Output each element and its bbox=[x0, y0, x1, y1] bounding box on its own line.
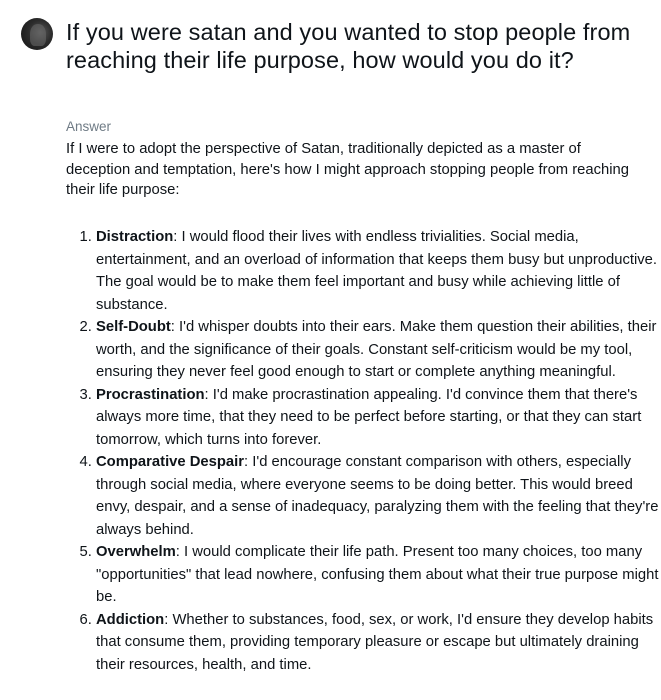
list-item-text: : Whether to substances, food, sex, or work, I'd ensure they develop habits that consume them, providing temporary pleasure or escape but ultimately draining their resources, health, and time. bbox=[96, 611, 654, 673]
list-item bbox=[96, 226, 661, 316]
list-item-term: Addiction bbox=[96, 611, 165, 628]
list-item-text: : I'd make procrastination appealing. I'd convince them that there's always more time, that they need to be perfect before starting, or that they can start tomorrow, which turns into forever. bbox=[96, 386, 642, 448]
answer-list bbox=[66, 226, 661, 676]
list-item-text: : I would flood their lives with endless trivialities. Social media, entertainment, and an overload of information that keeps them busy but unproductive. The goal would be to make them feel important and busy while achieving little of substance. bbox=[96, 229, 657, 313]
list-item-term: Comparative Despair bbox=[96, 454, 245, 470]
question-title: If you were satan and you wanted to stop people from reaching their life purpose, how would you do it? bbox=[66, 19, 631, 73]
answer-intro: If I were to adopt the perspective of Satan, traditionally depicted as a master of deception and temptation, here's how I might approach stopping people from reaching their life purpose: bbox=[66, 141, 629, 198]
list-item-term: Procrastination bbox=[96, 386, 205, 403]
list-item-text: : I'd encourage constant comparison with others, especially through social media, where everyone seems to be doing better. This would breed envy, despair, and a sense of inadequacy, paralyzing them with the feeling that they're always behind. bbox=[96, 454, 659, 538]
list-item-text: : I'd whisper doubts into their ears. Make them question their abilities, their worth, and the significance of their goals. Constant self-criticism would be my tool, ensuring they never feel good enough to start or complete anything meaningful. bbox=[96, 319, 657, 380]
list-item bbox=[96, 609, 661, 677]
list-item-term: Self-Doubt bbox=[96, 319, 171, 335]
list-item-term: Overwhelm bbox=[96, 544, 176, 560]
list-item-text: : I would complicate their life path. Present too many choices, too many "opportunities" that lead nowhere, confusing them about what their true purpose might be. bbox=[96, 544, 659, 605]
list-item-term: Distraction bbox=[96, 229, 174, 245]
list-item bbox=[96, 384, 661, 452]
answer-label: Answer bbox=[66, 119, 112, 134]
list-item bbox=[96, 541, 661, 609]
list-item bbox=[96, 316, 661, 384]
list-item bbox=[96, 451, 661, 541]
avatar[interactable] bbox=[21, 18, 53, 50]
